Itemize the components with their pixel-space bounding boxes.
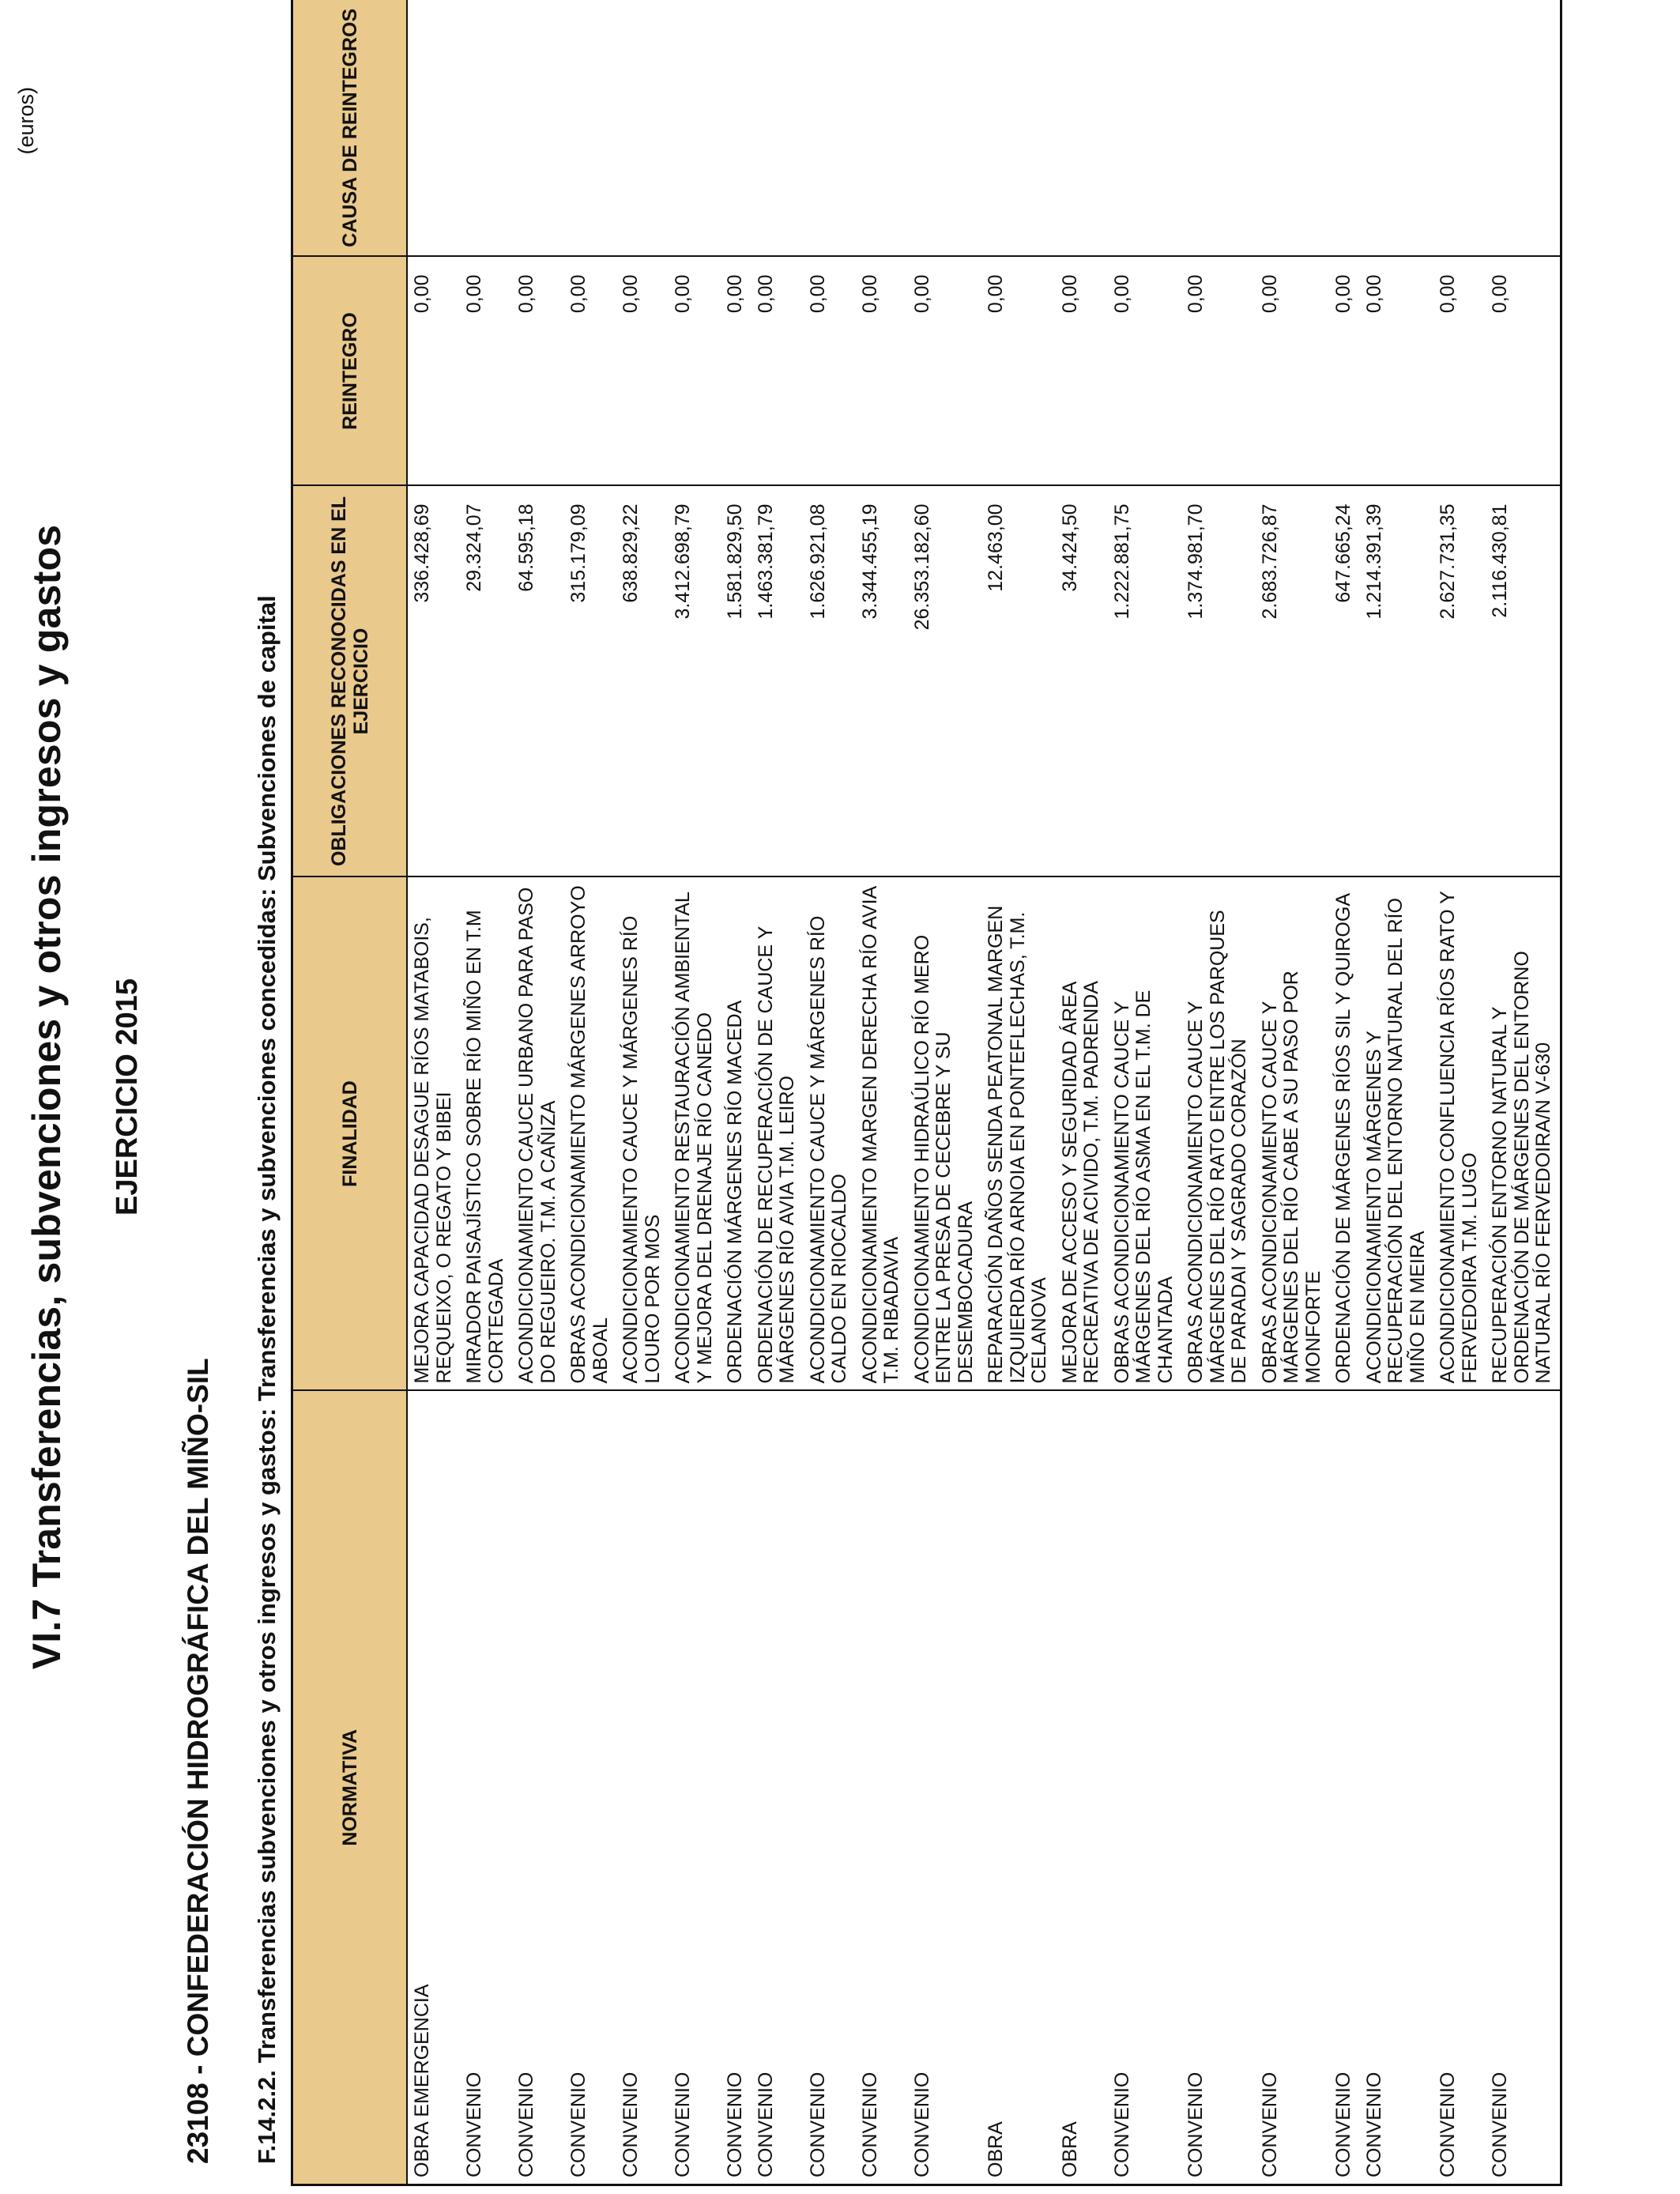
table-body [407,0,1561,2185]
cell-normativa: OBRA [1056,1391,1108,2185]
table-row [804,0,856,2185]
table-row [1486,0,1561,2185]
cell-finalidad: RECUPERACIÓN ENTORNO NATURAL Y ORDENACIÓN DE MÁRGENES DEL ENTORNO NATURAL RÍO FERVEDOIRA/N V-630 [1486,877,1561,1391]
cell-obligaciones: 638.829,22 [616,486,669,877]
cell-finalidad: OBRAS ACONDICIONAMIENTO CAUCE Y MÁRGENES DEL RÍO ASMA EN EL T.M. DE CHANTADA [1108,877,1182,1391]
cell-obligaciones: 26.353.182,60 [908,486,982,877]
cell-obligaciones: 64.595,18 [512,486,564,877]
table-row [1433,0,1486,2185]
table-row [1056,0,1108,2185]
cell-causa [804,0,856,257]
cell-normativa: CONVENIO [1486,1391,1561,2185]
cell-finalidad: ACONDICIONAMIENTO CONFLUENCIA RÍOS RATO Y FERVEDOIRA T.M. LUGO [1433,877,1486,1391]
cell-causa [751,0,804,257]
cell-normativa: OBRA [981,1391,1056,2185]
fiscal-year: EJERCICIO 2015 [111,978,144,1216]
cell-finalidad: ACONDICIONAMIENTO CAUCE Y MÁRGENES RÍO CALDO EN RIOCALDO [804,877,856,1391]
cell-finalidad: ACONDICIONAMIENTO CAUCE Y MÁRGENES RÍO LOURO POR MOS [616,877,669,1391]
cell-causa [616,0,669,257]
cell-normativa: CONVENIO [804,1391,856,2185]
table-row [981,0,1056,2185]
cell-finalidad: ORDENACIÓN MÁRGENES RÍO MACEDA [721,877,751,1391]
cell-obligaciones: 1.222.881,75 [1108,486,1182,877]
page-title: VI.7 Transferencias, subvenciones y otros ingresos y gastos [24,524,69,1670]
cell-reintegro: 0,00 [1108,257,1182,486]
table-row [669,0,721,2185]
currency-unit: (euros) [14,87,38,155]
column-header-obligaciones: OBLIGACIONES RECONOCIDAS EN EL EJERCICIO [292,486,408,877]
cell-reintegro: 0,00 [616,257,669,486]
cell-reintegro: 0,00 [1181,257,1256,486]
cell-reintegro: 0,00 [1056,257,1108,486]
cell-reintegro: 0,00 [804,257,856,486]
cell-reintegro: 0,00 [908,257,982,486]
cell-normativa: CONVENIO [1360,1391,1434,2185]
cell-reintegro: 0,00 [856,257,908,486]
table-row [751,0,804,2185]
cell-causa [1329,0,1360,257]
table-row [856,0,908,2185]
cell-reintegro: 0,00 [981,257,1056,486]
table-row [1108,0,1182,2185]
cell-obligaciones: 2.116.430,81 [1486,486,1561,877]
cell-reintegro: 0,00 [460,257,512,486]
cell-finalidad: ACONDICIONAMIENTO CAUCE URBANO PARA PASO DO REGUEIRO. T.M. A CAÑIZA [512,877,564,1391]
column-header-finalidad: FINALIDAD [292,877,408,1391]
cell-normativa: CONVENIO [1329,1391,1360,2185]
table-row [512,0,564,2185]
table-row [1256,0,1330,2185]
cell-finalidad: MEJORA DE ACCESO Y SEGURIDAD ÁREA RECREATIVA DE ACIVIDO, T.M. PADRENDA [1056,877,1108,1391]
cell-obligaciones: 12.463,00 [981,486,1056,877]
cell-reintegro: 0,00 [669,257,721,486]
entity-name: 23108 - CONFEDERACIÓN HIDROGRÁFICA DEL MIÑO-SIL [182,1358,214,2164]
cell-reintegro: 0,00 [1256,257,1330,486]
cell-reintegro: 0,00 [564,257,616,486]
cell-normativa: CONVENIO [721,1391,751,2185]
cell-reintegro: 0,00 [1329,257,1360,486]
cell-obligaciones: 2.627.731,35 [1433,486,1486,877]
cell-finalidad: OBRAS ACONDICIONAMIENTO CAUCE Y MÁRGENES DEL RÍO RATO ENTRE LOS PARQUES DE PARADAI Y SAGRADO CORAZÓN [1181,877,1256,1391]
section-title: F.14.2.2. Transferencias subvenciones y otros ingresos y gastos: Transferencias y subvenciones concedidas: Subvenciones de capital [253,595,281,2164]
cell-causa [1486,0,1561,257]
cell-normativa: CONVENIO [1433,1391,1486,2185]
cell-normativa: CONVENIO [856,1391,908,2185]
cell-causa [1360,0,1434,257]
cell-causa [981,0,1056,257]
cell-causa [1256,0,1330,257]
table-row [908,0,982,2185]
cell-obligaciones: 2.683.726,87 [1256,486,1330,877]
cell-causa [512,0,564,257]
cell-causa [407,0,460,257]
cell-causa [669,0,721,257]
column-header-normativa: NORMATIVA [292,1391,408,2185]
cell-obligaciones: 34.424,50 [1056,486,1108,877]
cell-finalidad: OBRAS ACONDICIONAMIENTO CAUCE Y MÁRGENES DEL RÍO CABE A SU PASO POR MONFORTE [1256,877,1330,1391]
table-row [1181,0,1256,2185]
cell-normativa: CONVENIO [564,1391,616,2185]
cell-finalidad: ORDENACIÓN DE MÁRGENES RÍOS SIL Y QUIROGA [1329,877,1360,1391]
column-header-causa: CAUSA DE REINTEGROS [292,0,408,257]
cell-normativa: CONVENIO [908,1391,982,2185]
cell-normativa: CONVENIO [751,1391,804,2185]
cell-causa [564,0,616,257]
cell-reintegro: 0,00 [407,257,460,486]
cell-obligaciones: 1.463.381,79 [751,486,804,877]
cell-reintegro: 0,00 [1486,257,1561,486]
table-row [1360,0,1434,2185]
cell-finalidad: ACONDICIONAMIENTO HIDRAÚLICO RÍO MERO ENTRE LA PRESA DE CECEBRE Y SU DESEMBOCADURA [908,877,982,1391]
cell-normativa: CONVENIO [512,1391,564,2185]
cell-reintegro: 0,00 [1433,257,1486,486]
cell-normativa: CONVENIO [616,1391,669,2185]
cell-causa [1108,0,1182,257]
cell-obligaciones: 29.324,07 [460,486,512,877]
cell-finalidad: OBRAS ACONDICIONAMIENTO MÁRGENES ARROYO ABOAL [564,877,616,1391]
cell-causa [1433,0,1486,257]
cell-finalidad: REPARACIÓN DAÑOS SENDA PEATONAL MARGEN IZQUIERDA RÍO ARNOIA EN PONTEFLECHAS, T.M. CELANOVA [981,877,1056,1391]
cell-finalidad: ACONDICIONAMIENTO RESTAURACIÓN AMBIENTAL Y MEJORA DEL DRENAJE RÍO CANEDO [669,877,721,1391]
cell-finalidad: ORDENACIÓN DE RECUPERACIÓN DE CAUCE Y MÁRGENES RÍO AVIA T.M. LEIRO [751,877,804,1391]
cell-obligaciones: 3.412.698,79 [669,486,721,877]
cell-reintegro: 0,00 [751,257,804,486]
cell-normativa: CONVENIO [460,1391,512,2185]
table-row [721,0,751,2185]
cell-normativa: CONVENIO [1181,1391,1256,2185]
table-row [460,0,512,2185]
table-row [407,0,460,2185]
cell-finalidad: ACONDICIONAMIENTO MÁRGENES Y RECUPERACIÓN DEL ENTORNO NATURAL DEL RÍO MIÑO EN MEIRA [1360,877,1434,1391]
cell-reintegro: 0,00 [1360,257,1434,486]
cell-normativa: OBRA EMERGENCIA [407,1391,460,2185]
cell-obligaciones: 1.626.921,08 [804,486,856,877]
cell-obligaciones: 3.344.455,19 [856,486,908,877]
cell-finalidad: MEJORA CAPACIDAD DESAGUE RÍOS MATABOIS, REQUEIXO, O REGATO Y BIBEI [407,877,460,1391]
cell-obligaciones: 647.665,24 [1329,486,1360,877]
cell-obligaciones: 315.179,09 [564,486,616,877]
cell-causa [1056,0,1108,257]
subsidies-table [291,0,1562,2186]
cell-causa [721,0,751,257]
cell-obligaciones: 336.428,69 [407,486,460,877]
cell-normativa: CONVENIO [1256,1391,1330,2185]
cell-finalidad: ACONDICIONAMIENTO MARGEN DERECHA RÍO AVIA T.M. RIBADAVIA [856,877,908,1391]
table-header-row [292,0,408,2185]
cell-causa [460,0,512,257]
cell-obligaciones: 1.374.981,70 [1181,486,1256,877]
cell-normativa: CONVENIO [669,1391,721,2185]
cell-causa [908,0,982,257]
cell-obligaciones: 1.581.829,50 [721,486,751,877]
column-header-reintegro: REINTEGRO [292,257,408,486]
cell-obligaciones: 1.214.391,39 [1360,486,1434,877]
table-row [1329,0,1360,2185]
cell-normativa: CONVENIO [1108,1391,1182,2185]
cell-causa [856,0,908,257]
cell-reintegro: 0,00 [512,257,564,486]
cell-causa [1181,0,1256,257]
cell-finalidad: MIRADOR PAISAJÍSTICO SOBRE RÍO MIÑO EN T.M CORTEGADA [460,877,512,1391]
table-row [616,0,669,2185]
cell-reintegro: 0,00 [721,257,751,486]
table-row [564,0,616,2185]
